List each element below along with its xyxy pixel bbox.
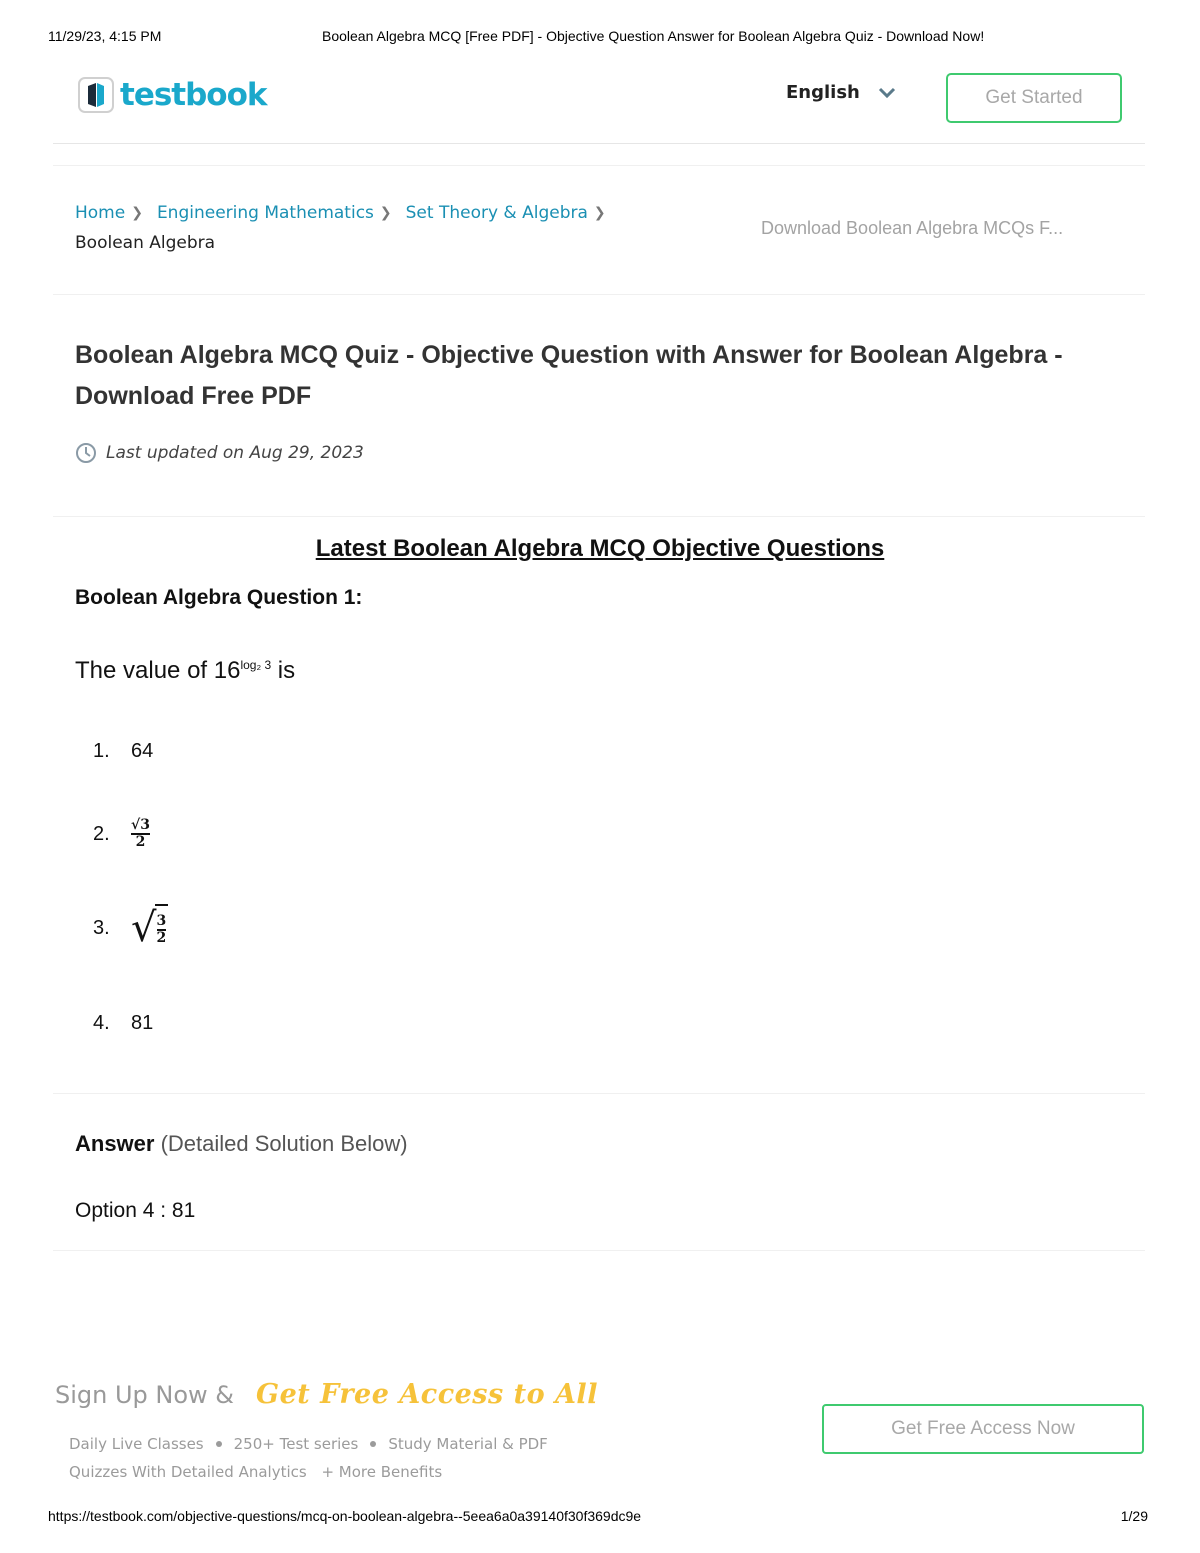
fraction — [157, 914, 167, 946]
print-header — [48, 28, 1152, 48]
divider — [53, 294, 1145, 295]
option-3[interactable] — [93, 905, 168, 951]
language-label: English — [786, 82, 860, 103]
answer-heading — [75, 1131, 408, 1157]
option-value: 81 — [131, 1012, 154, 1034]
option-number: 4. — [93, 1012, 110, 1034]
bullet-icon — [370, 1441, 376, 1447]
breadcrumb-current: Boolean Algebra — [75, 233, 216, 253]
get-started-button[interactable]: Get Started — [946, 73, 1122, 123]
print-url: https://testbook.com/objective-questions/mcq-on-boolean-algebra--5eea6a0a39140f30f369dc9e — [48, 1508, 642, 1524]
question-suffix: is — [271, 657, 296, 684]
breadcrumb-engineering-mathematics[interactable]: Engineering Mathematics — [156, 203, 374, 223]
free-access-text: Get Free Access to All — [256, 1379, 598, 1410]
divider — [53, 1093, 1145, 1094]
testbook-logo-icon — [78, 77, 114, 113]
question-label: Boolean Algebra Question 1: — [75, 586, 363, 609]
option-number: 1. — [93, 740, 110, 762]
fraction — [131, 818, 150, 850]
breadcrumb-set-theory-algebra[interactable]: Set Theory & Algebra — [405, 203, 588, 223]
print-document-title: Boolean Algebra MCQ [Free PDF] - Objective Question Answer for Boolean Algebra Quiz - Download Now! — [322, 28, 985, 44]
page-number: 1/29 — [1120, 1508, 1148, 1524]
chevron-right-icon: ❯ — [131, 205, 143, 221]
option-number: 2. — [93, 822, 110, 845]
numerator: 3 — [156, 913, 167, 929]
benefit-item: Study Material & PDF — [388, 1435, 548, 1453]
get-free-access-button[interactable]: Get Free Access Now — [822, 1404, 1144, 1454]
bullet-icon — [216, 1441, 222, 1447]
breadcrumb — [75, 198, 620, 258]
divider — [53, 1250, 1145, 1251]
benefit-item: 250+ Test series — [233, 1435, 359, 1453]
page-title: Boolean Algebra MCQ Quiz - Objective Question with Answer for Boolean Algebra - Download Free PDF — [75, 341, 1063, 410]
question-exponent: log₂ 3 — [240, 658, 272, 672]
testbook-logo[interactable] — [78, 75, 267, 115]
latest-questions-heading: Latest Boolean Algebra MCQ Objective Questions — [315, 535, 885, 562]
answer-label: Answer — [75, 1131, 155, 1156]
option-value: 64 — [131, 740, 154, 762]
print-date: 11/29/23, 4:15 PM — [48, 28, 162, 44]
radicand — [155, 904, 169, 946]
chevron-right-icon: ❯ — [379, 205, 392, 221]
download-pdf-link[interactable]: Download Boolean Algebra MCQs F... — [761, 218, 1064, 238]
last-updated-text: Last updated on Aug 29, 2023 — [106, 443, 364, 463]
divider — [53, 516, 1145, 517]
breadcrumb-home[interactable]: Home — [75, 203, 126, 223]
navbar — [53, 70, 1145, 144]
chevron-right-icon: ❯ — [593, 205, 606, 221]
square-root — [131, 905, 168, 951]
radical-sign: √ — [131, 905, 157, 951]
question-text — [75, 657, 295, 685]
denominator: 2 — [135, 834, 146, 850]
clock-icon — [75, 442, 97, 464]
correct-option: Option 4 : 81 — [75, 1199, 196, 1222]
logo-text: testbook — [120, 77, 267, 113]
language-selector[interactable] — [786, 82, 896, 103]
chevron-down-icon — [878, 87, 896, 99]
question-prefix: The value of 16 — [75, 657, 241, 684]
divider — [53, 165, 1145, 166]
benefit-item: Daily Live Classes — [69, 1435, 204, 1453]
last-updated — [75, 442, 364, 464]
benefit-item: + More Benefits — [321, 1463, 443, 1481]
signup-banner — [55, 1379, 598, 1410]
signup-lead: Sign Up Now & — [55, 1381, 235, 1409]
benefit-item: Quizzes With Detailed Analytics — [69, 1463, 307, 1481]
denominator: 2 — [156, 930, 167, 946]
answer-sub: (Detailed Solution Below) — [154, 1131, 408, 1156]
numerator: √3 — [131, 817, 150, 833]
benefits-list — [69, 1430, 548, 1486]
option-number: 3. — [93, 916, 110, 939]
option-1[interactable] — [93, 740, 153, 763]
option-4[interactable] — [93, 1012, 153, 1035]
option-2[interactable] — [93, 818, 150, 850]
